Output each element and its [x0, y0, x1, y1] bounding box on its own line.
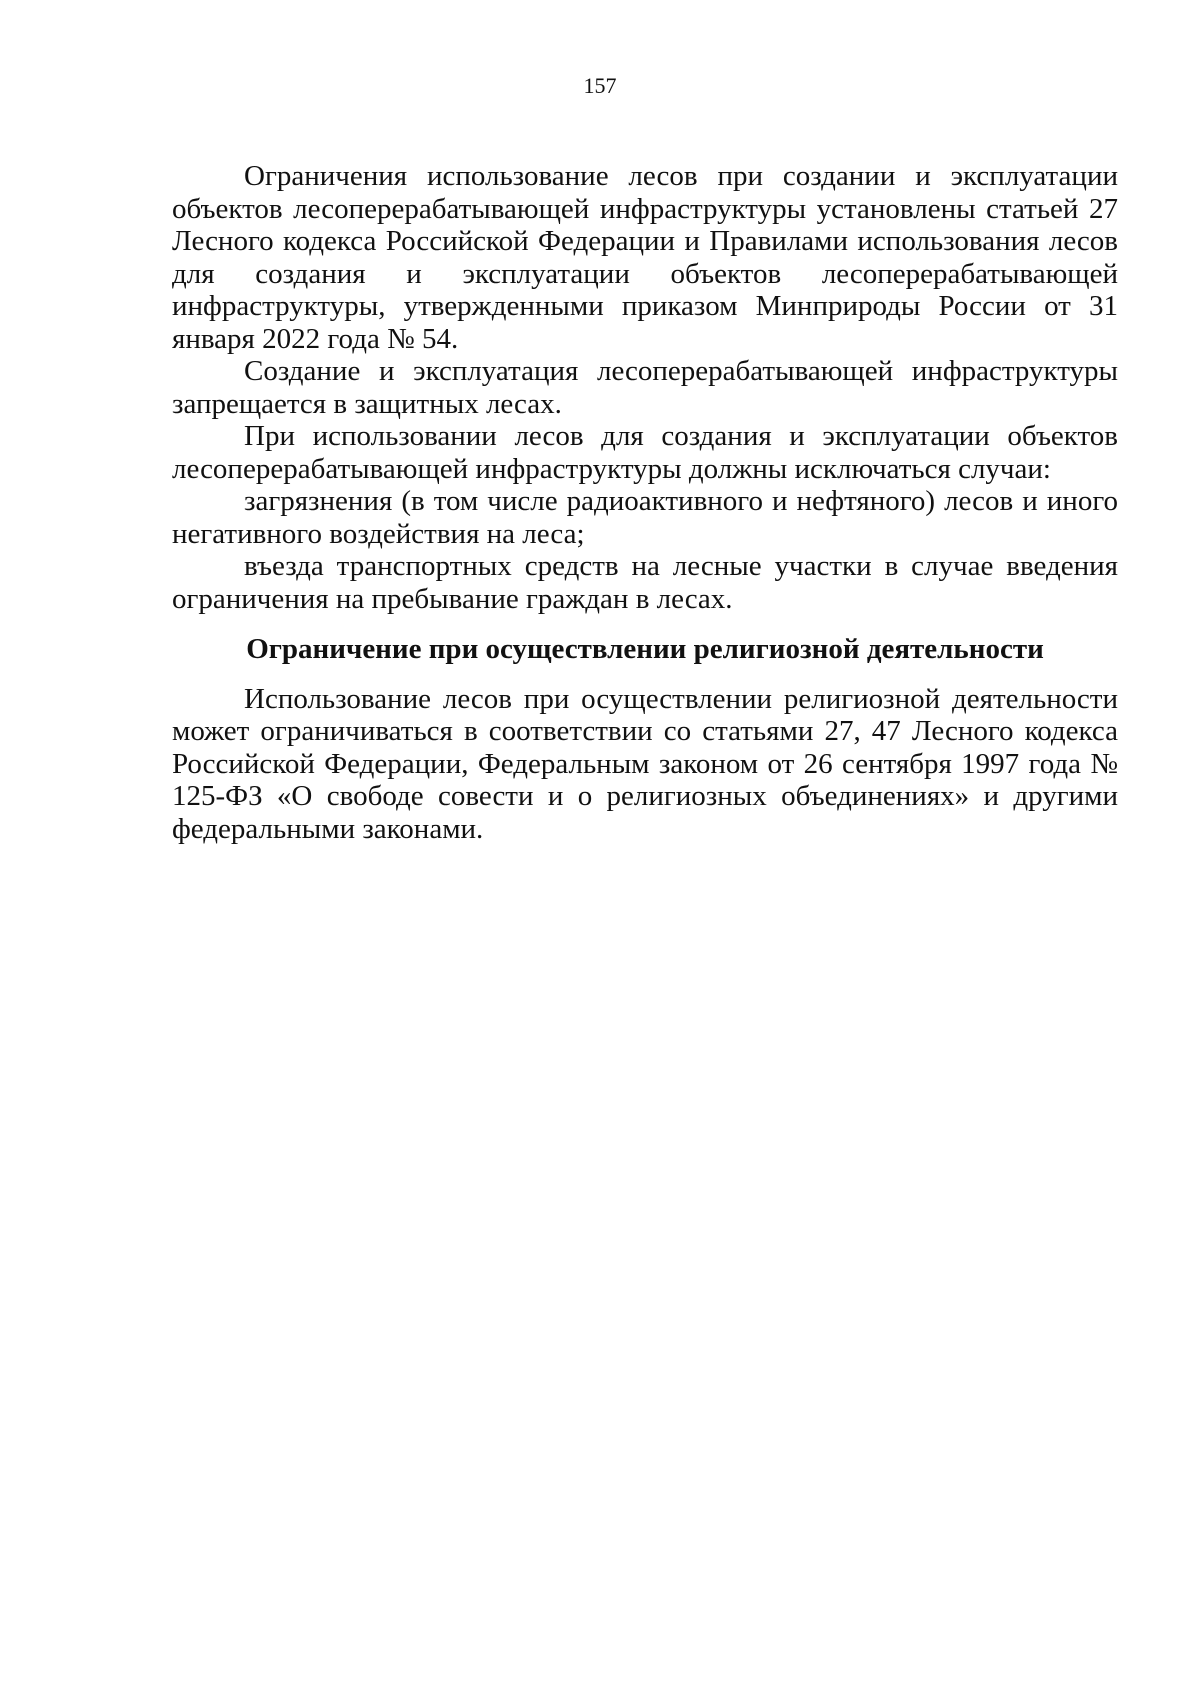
- paragraph-excluded-cases: При использовании лесов для создания и эксплуатации объектов лесоперерабатывающей инфраструктуры должны исключаться случаи:: [172, 420, 1118, 485]
- paragraph-pollution: загрязнения (в том числе радиоактивного и нефтяного) лесов и иного негативного воздействия на леса;: [172, 485, 1118, 550]
- document-body: [172, 160, 1118, 845]
- page-number: 157: [583, 73, 617, 98]
- paragraph-restrictions-infrastructure: Ограничения использование лесов при создании и эксплуатации объектов лесоперерабатывающей инфраструктуры установлены статьей 27 Лесного кодекса Российской Федерации и Правилами использования лесов для создания и эксплуатации объектов лесоперерабатывающей инфраструктуры, утвержденными приказом Минприроды России от 31 января 2022 года № 54.: [172, 160, 1118, 355]
- section-heading-religious-activity: Ограничение при осуществлении религиозной деятельности: [246, 633, 1044, 665]
- paragraph-religious-activity: Использование лесов при осуществлении религиозной деятельности может ограничиваться в соответствии со статьями 27, 47 Лесного кодекса Российской Федерации, Федеральным законом от 26 сентября 1997 года № 125-ФЗ «О свободе совести и о религиозных объединениях» и другими федеральными законами.: [172, 682, 1118, 845]
- paragraph-vehicle-entry: въезда транспортных средств на лесные участки в случае введения ограничения на пребывание граждан в лесах.: [172, 550, 1118, 615]
- paragraph-protective-forests: Создание и эксплуатация лесоперерабатывающей инфраструктуры запрещается в защитных лесах.: [172, 355, 1118, 420]
